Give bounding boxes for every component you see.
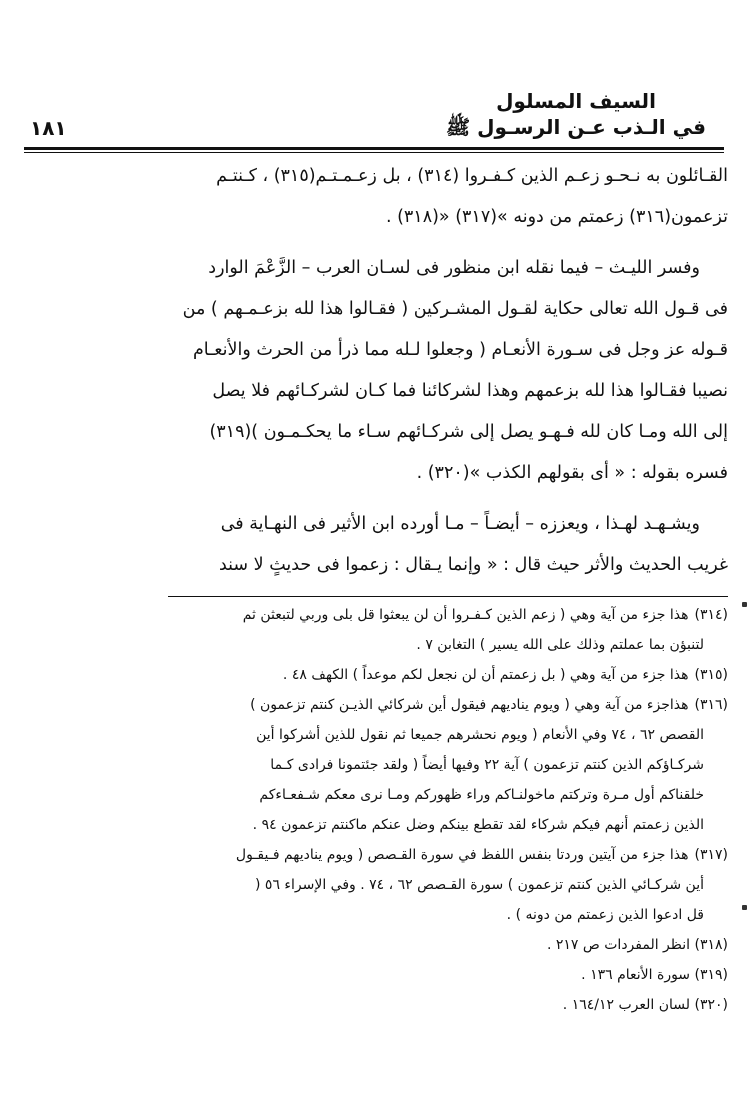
footnote-318: (٣١٨) انظر المفردات ص ٢١٧ . [546, 937, 728, 953]
body-line: نصيبا فقـالوا هذا لله بزعمهم وهذا لشركائنا فما كـان لشركـائهم فلا يصل [212, 381, 728, 401]
footnote-319: (٣١٩) سورة الأنعام ١٣٦ . [581, 967, 728, 983]
footnote-text: القصص ٦٢ ، ٧٤ وفي الأنعام ( ويوم نحشرهم جميعا ثم نقول للذين أشركوا أين [256, 727, 704, 743]
footnote-number: (٣١٤) [694, 607, 728, 623]
footnote-317 [168, 840, 728, 930]
footnote-text: خلقناكم أول مـرة وتركتم ماخولنـاكم وراء ظهوركم ومـا نرى معكم شـفعـاءكم [259, 787, 704, 803]
body-line: قـوله عز وجل فى سـورة الأنعـام ( وجعلوا لـله مما ذرأ من الحرث والأنعـام [192, 340, 728, 360]
footnote-separator [168, 596, 728, 597]
footnote-text: هذا جزء من آية وهي ( بل زعمتم أن لن نجعل لكم موعداً ) الكهف ٤٨ . [282, 667, 689, 683]
body-line: وفسر الليـث – فيما نقله ابن منظور فى لسـان العرب – الزَّعْمَ الوارد [208, 258, 700, 278]
main-body-text [168, 156, 728, 586]
footnote-number: (٣١٧) [694, 847, 728, 863]
running-header-title [426, 88, 726, 140]
header-title-line1: السيف المسلول [496, 89, 656, 113]
body-line: غريب الحديث والأثر حيث قال : « وإنما يـقال : زعموا فى حديثٍ لا سند [218, 555, 728, 575]
body-line: القـائلون به نـحـو زعـم الذين كـفـروا (٣١٤) ، بل زعـمـتـم(٣١٥) ، كـنتـم [216, 166, 728, 186]
footnotes-section [168, 600, 728, 1020]
scan-speck [742, 905, 747, 910]
footnote-text: أين شركـائي الذين كنتم تزعمون ) سورة القـصص ٦٢ ، ٧٤ . وفي الإسراء ٥٦ ( [255, 877, 704, 893]
body-line: فسره بقوله : « أى بقولهم الكذب »(٣٢٠) . [416, 463, 728, 483]
header-rule-thin [24, 152, 724, 153]
footnote-text: قل ادعوا الذين زعمتم من دونه ) . [506, 907, 704, 923]
header-rule-thick [24, 147, 724, 150]
footnote-320: (٣٢٠) لسان العرب ١٦٤/١٢ . [562, 997, 728, 1013]
footnote-text: هذا جزء من آيتين وردتا بنفس اللفظ في سورة القـصص ( ويوم يناديهم فـيقـول [235, 847, 689, 863]
header-title-line2: في الـذب عـن الرسـول ﷺ [446, 115, 706, 139]
footnote-text: هذاجزء من آية وهي ( ويوم يناديهم فيقول أين شركائي الذيـن كنتم تزعمون ) [250, 697, 689, 713]
footnote-text: الذين زعمتم أنهم فيكم شركاء لقد تقطع بينكم وضل عنكم ماكنتم تزعمون ٩٤ . [252, 817, 704, 833]
scan-speck [742, 602, 747, 607]
body-line: ويشـهـد لهـذا ، ويعززه – أيضـاً – مـا أورده ابن الأثير فى النهـاية فى [220, 514, 700, 534]
body-line: فى قـول الله تعالى حكاية لقـول المشـركين ( فقـالوا هذا لله بزعـمـهم ) من [182, 299, 728, 319]
body-line: تزعمون(٣١٦) زعمتم من دونه »(٣١٧) «(٣١٨) . [385, 207, 728, 227]
footnote-number: (٣١٦) [694, 697, 728, 713]
body-line: إلى الله ومـا كان لله فـهـو يصل إلى شركـائهم سـاء ما يحكـمـون )(٣١٩) [209, 422, 728, 442]
footnote-314 [168, 600, 728, 660]
footnote-text: لتنبؤن بما عملتم وذلك على الله يسير ) التغابن ٧ . [416, 637, 704, 653]
footnote-315 [168, 660, 728, 690]
footnote-text: هذا جزء من آية وهي ( زعم الذين كـفـروا أن لن يبعثوا قل بلى وربي لتبعثن ثم [242, 607, 689, 623]
footnote-316 [168, 690, 728, 840]
page-number: ١٨١ [30, 116, 67, 140]
footnote-text: شركـاؤكم الذين كنتم تزعمون ) آية ٢٢ وفيها أيضاً ( ولقد جئتمونا فرادى كـما [270, 757, 704, 773]
footnote-number: (٣١٥) [694, 667, 728, 683]
